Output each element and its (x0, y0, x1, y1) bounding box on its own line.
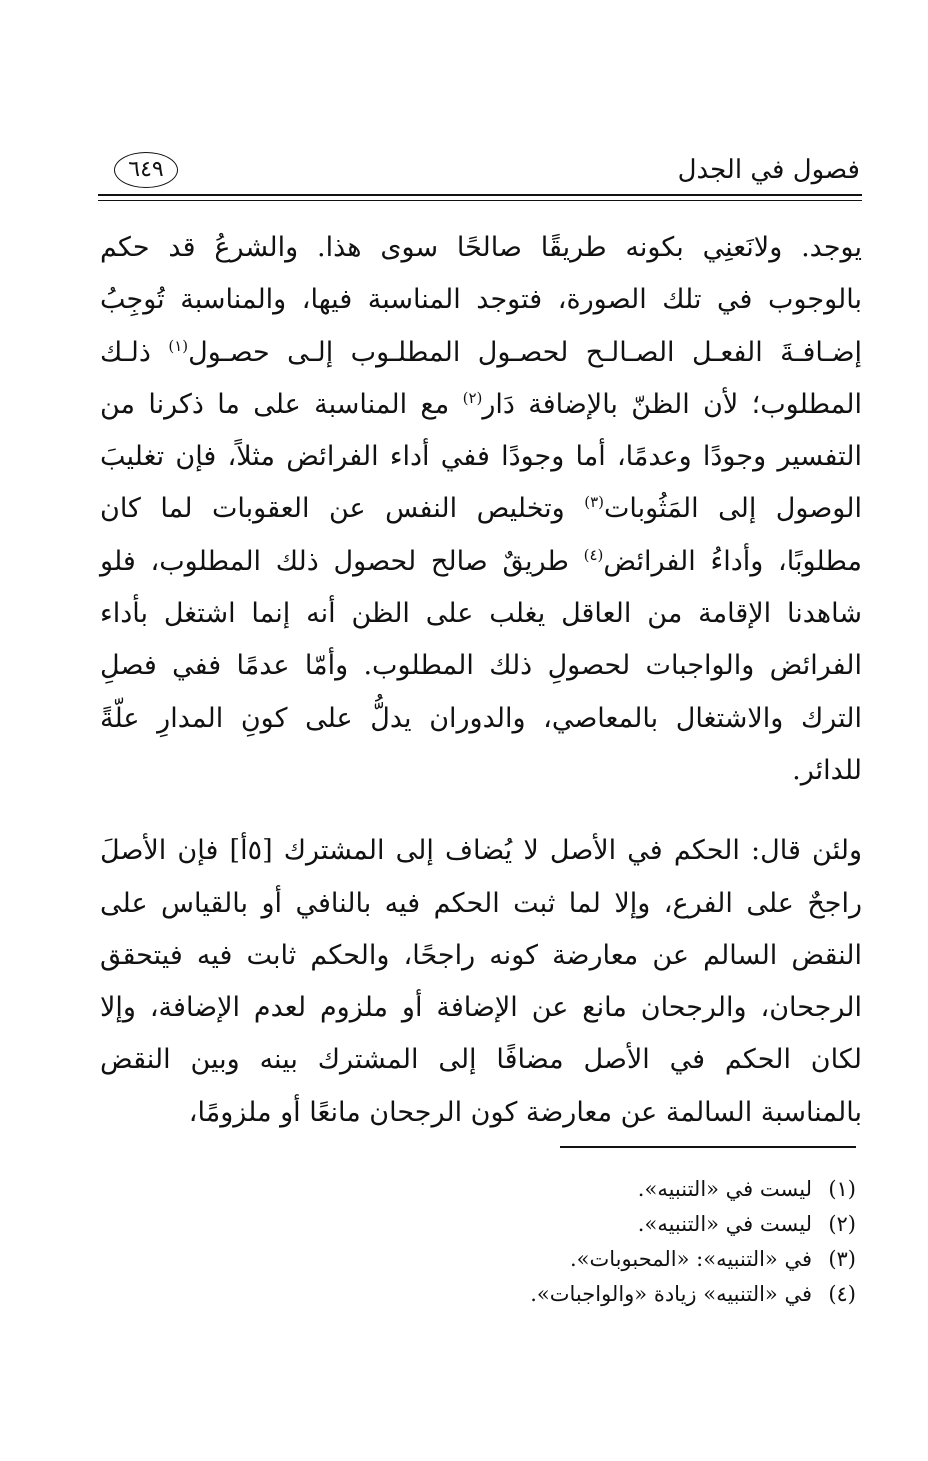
paragraph-1-seg-1: يوجد. ولانَعنِي بكونه طريقًا صالحًا سوى هذا. والشرعُ قد حكم بالوجوب في تلك الصورة، فتوجد المناسبة فيها، والمناسبة تُوجِبُ إضـافـةَ الفعـل الصـالـح لحصـول المطلـوب إلـى حصـول (100, 232, 862, 368)
footnote-number: (٣) (828, 1247, 856, 1271)
footnote-ref-1: (١) (168, 336, 189, 355)
footnote-text: في «التنبيه»: «المحبوبات». (569, 1247, 812, 1271)
footnote-item (100, 1277, 856, 1312)
paragraph-1-seg-2: ذلـك المطلوب؛ لأن الظنّ بالإضافة دَار (100, 336, 862, 420)
footnote-item (100, 1207, 856, 1242)
footnote-item (100, 1172, 856, 1207)
footnote-ref-2: (٢) (462, 388, 483, 407)
paragraph-1-seg-5: طريقٌ صالح لحصول ذلك المطلوب، فلو شاهدنا الإقامة من العاقل يغلب على الظن أنه إنما اشتغل بأداء الفرائض والواجبات لحصولِ ذلك المطلوب. وأمّا عدمًا ففي فصلِ الترك والاشتغال بالمعاصي، والدوران يدلُّ على كونِ المدارِ علّةً للدائر. (100, 545, 862, 786)
running-title: فصول في الجدل (677, 155, 860, 185)
footnote-number: (٢) (828, 1212, 856, 1236)
footnotes (100, 1172, 856, 1312)
footnote-number: (١) (828, 1177, 856, 1201)
footnote-separator (560, 1146, 856, 1148)
paragraph-1 (100, 222, 862, 797)
main-text (100, 222, 862, 1139)
footnote-text: في «التنبيه» زيادة «والواجبات». (530, 1282, 812, 1306)
header-rule (98, 194, 862, 201)
footnote-number: (٤) (828, 1282, 856, 1306)
paragraph-1-seg-4: وتخليص النفس عن العقوبات لما كان مطلوبًا، وأداءُ الفرائض (100, 493, 862, 577)
footnote-ref-4: (٤) (583, 545, 604, 564)
page-number: ٦٤٩ (114, 152, 178, 188)
footnote-item (100, 1242, 856, 1277)
footnote-text: ليست في «التنبيه». (637, 1177, 812, 1201)
footnote-text: ليست في «التنبيه». (637, 1212, 812, 1236)
paragraph-1-seg-3: مع المناسبة على ما ذكرنا من التفسير وجودًا وعدمًا، أما وجودًا ففي أداء الفرائض مثلاً، فإن تغليبَ الوصول إلى المَثُوبات (100, 388, 862, 525)
paragraph-2: ولئن قال: الحكم في الأصل لا يُضاف إلى المشترك [٥أ] فإن الأصلَ راجحٌ على الفرع، وإلا لما ثبت الحكم فيه بالنافي أو بالقياس على النقض السالم عن معارضة كونه راجحًا، والحكم ثابت فيه فيتحقق الرجحان، والرجحان مانع عن الإضافة أو ملزوم لعدم الإضافة، وإلا لكان الحكم في الأصل مضافًا إلى المشترك بينه وبين النقض بالمناسبة السالمة عن معارضة كون الرجحان مانعًا أو ملزومًا، (100, 835, 863, 1128)
footnote-ref-3: (٣) (584, 493, 604, 512)
page-header (100, 150, 860, 194)
